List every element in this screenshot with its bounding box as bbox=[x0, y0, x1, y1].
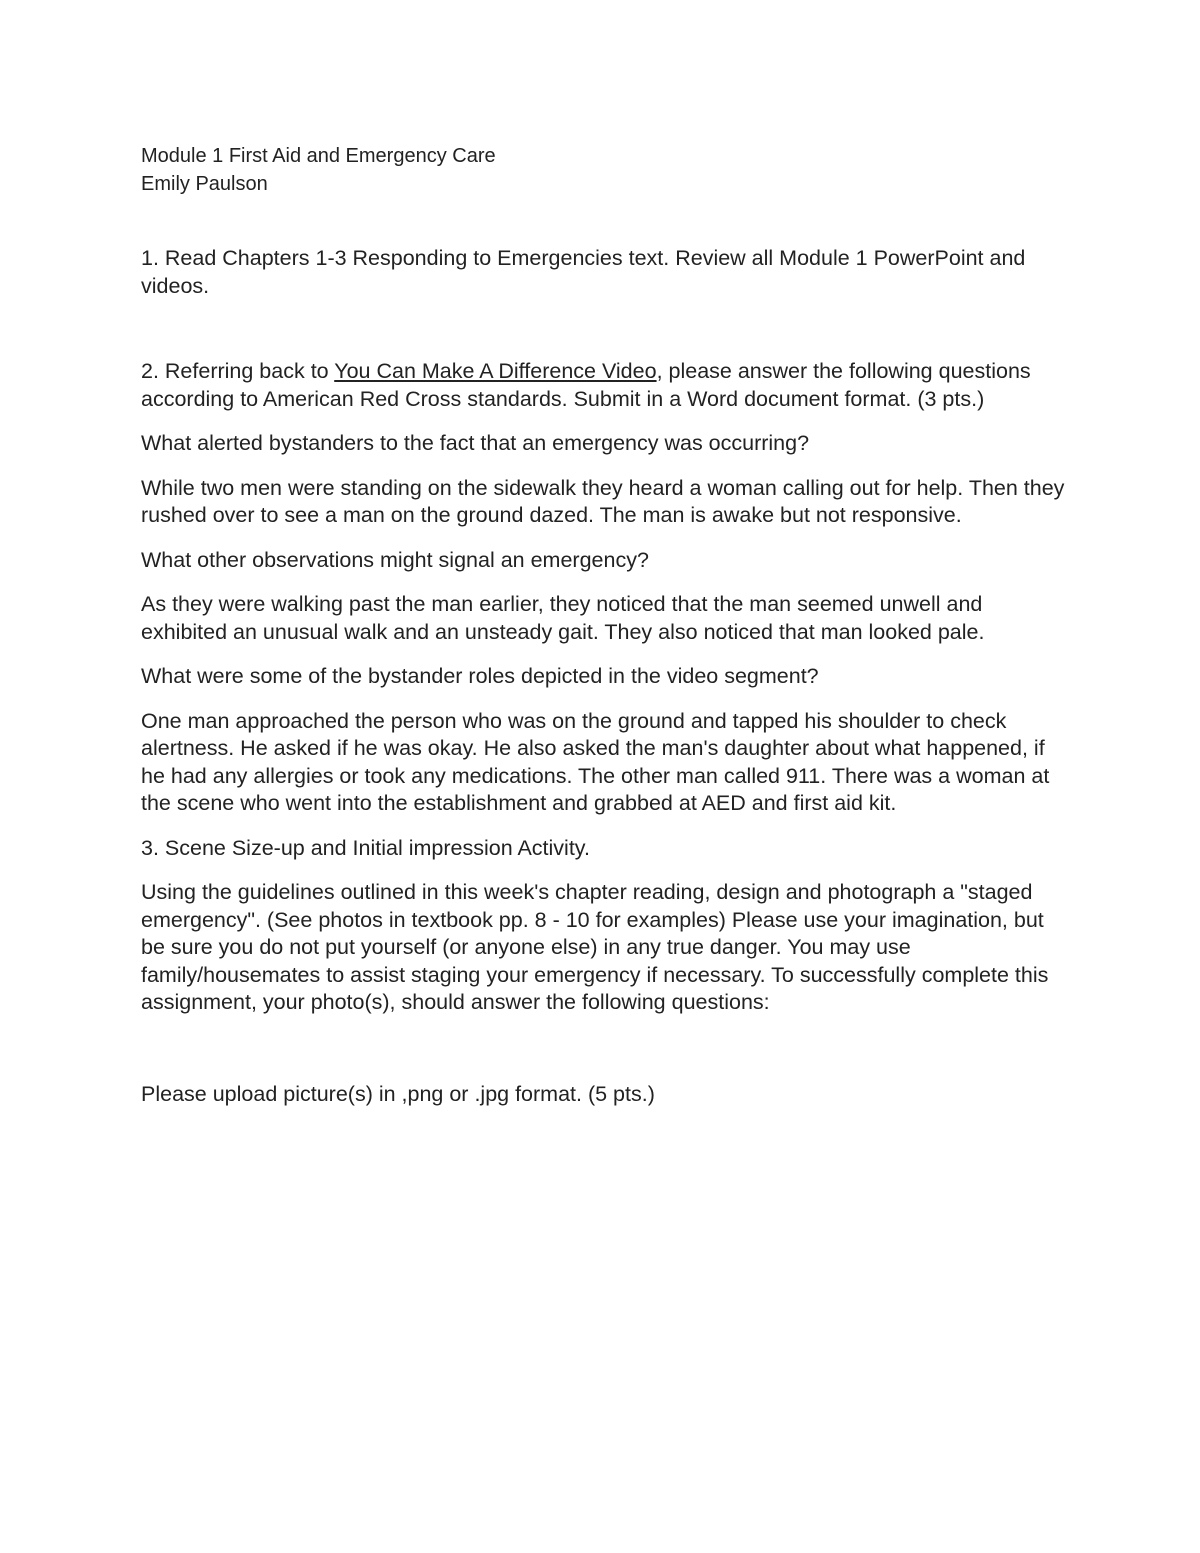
answer-3: One man approached the person who was on the ground and tapped his shoulder to check alertness. He asked if he was okay. He also asked the man's daughter about what happened, if he had any allergies or took any medications. The other man called 911. There was a woman at the scene who went into the establishment and grabbed at AED and first aid kit. bbox=[141, 708, 1050, 815]
item-2 bbox=[141, 358, 1071, 413]
video-link[interactable]: You Can Make A Difference Video bbox=[334, 359, 657, 383]
question-1: What alerted bystanders to the fact that an emergency was occurring? bbox=[141, 431, 810, 455]
document-author: Emily Paulson bbox=[141, 173, 268, 195]
item-2-prefix: 2. Referring back to bbox=[141, 359, 335, 383]
item-1: 1. Read Chapters 1-3 Responding to Emergencies text. Review all Module 1 PowerPoint and videos. bbox=[141, 246, 1026, 298]
question-2: What other observations might signal an emergency? bbox=[141, 547, 649, 572]
item-3: 3. Scene Size-up and Initial impression Activity. bbox=[141, 835, 590, 860]
item-3-text: Using the guidelines outlined in this week's chapter reading, design and photograph a "staged emergency". (See photos in textbook pp. 8 - 10 for examples) Please use your imagination, but be sure you do not put yourself (or anyone else) in any true danger. You may use family/housemates to assist staging your emergency if necessary. To successfully complete this assignment, your photo(s), should answer the following questions: bbox=[141, 880, 1049, 1014]
document-body bbox=[141, 245, 1071, 1108]
answer-1: While two men were standing on the sidewalk they heard a woman calling out for help. Then they rushed over to see a man on the ground dazed. The man is awake but not responsive. bbox=[141, 475, 1065, 527]
item-2-suffix: , please answer the following questions according to American Red Cross standards. Submit in a Word document format. (3 pts.) bbox=[141, 359, 1031, 411]
document-header bbox=[141, 142, 496, 198]
question-3: What were some of the bystander roles depicted in the video segment? bbox=[141, 664, 819, 688]
answer-2: As they were walking past the man earlier, they noticed that the man seemed unwell and exhibited an unusual walk and an unsteady gait. They also noticed that man looked pale. bbox=[141, 592, 985, 644]
document-title: Module 1 First Aid and Emergency Care bbox=[141, 145, 496, 167]
upload-note: Please upload picture(s) in ,png or .jpg format. (5 pts.) bbox=[141, 1081, 655, 1106]
